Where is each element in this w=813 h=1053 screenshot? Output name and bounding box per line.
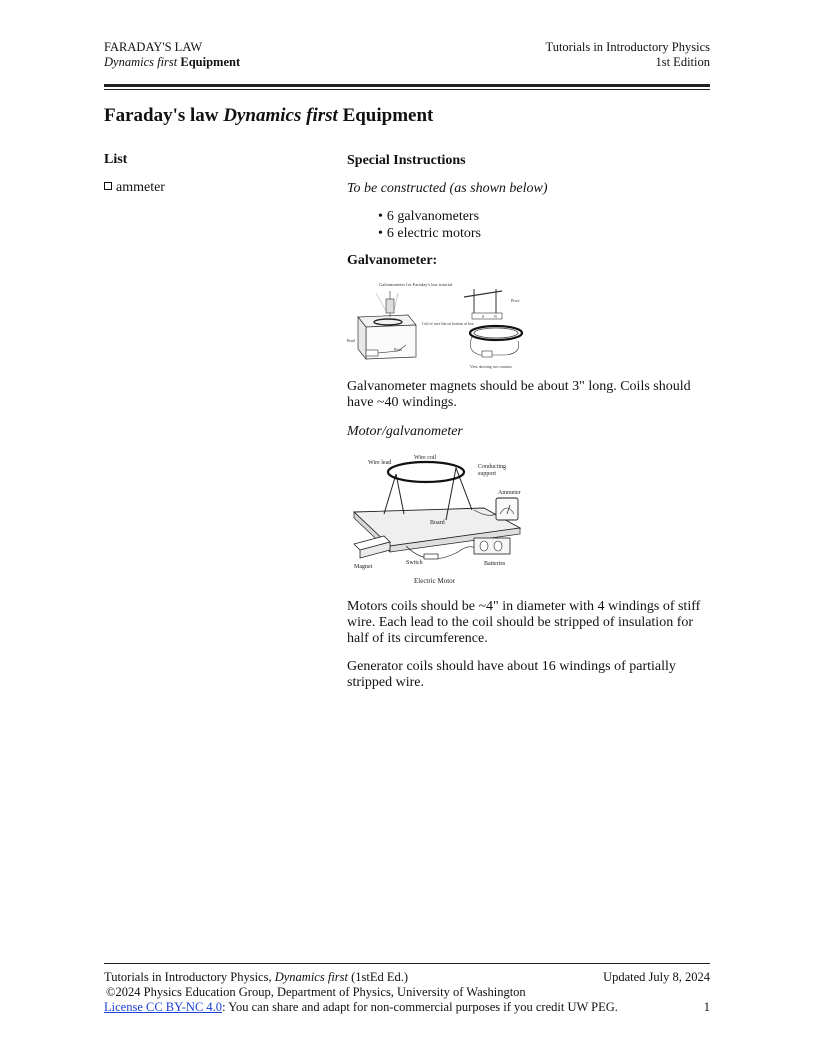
generator-text: Generator coils should have about 16 windings of partially stripped wire. bbox=[347, 659, 676, 690]
header-left bbox=[104, 40, 240, 70]
bullet-item: • 6 galvanometers bbox=[378, 209, 481, 226]
galv-ring-coil-inner bbox=[474, 328, 518, 338]
motor-label-board: Board bbox=[430, 520, 445, 526]
list-heading: List bbox=[104, 152, 128, 167]
license-link[interactable]: License CC BY-NC 4.0 bbox=[104, 1000, 223, 1014]
motor-label-switch: Switch bbox=[406, 560, 423, 566]
galv-label-view: View showing two contacts bbox=[470, 365, 512, 369]
galv-hatch bbox=[376, 293, 386, 311]
footer-license bbox=[104, 1000, 618, 1015]
header-subtitle bbox=[104, 55, 240, 70]
galv-battery bbox=[366, 350, 378, 356]
footer-updated: Updated July 8, 2024 bbox=[603, 970, 710, 984]
footer-rule bbox=[104, 963, 710, 964]
checkbox-icon bbox=[104, 182, 112, 190]
header-edition: 1st Edition bbox=[655, 55, 710, 69]
pivot-base bbox=[472, 313, 502, 319]
title-part1: Faraday's law bbox=[104, 105, 219, 126]
list-item-label: ammeter bbox=[116, 180, 165, 195]
motor-text: Motors coils should be ~4" in diameter with 4 windings of stiff wire. Each lead to the coil should be stripped of insulation for half of its circumference. bbox=[347, 599, 701, 646]
galvanometer-heading: Galvanometer: bbox=[347, 253, 438, 268]
equipment-bullets bbox=[378, 209, 481, 242]
special-intro: To be constructed (as shown below) bbox=[347, 181, 548, 196]
special-heading: Special Instructions bbox=[347, 153, 466, 168]
footer-line1 bbox=[104, 970, 408, 985]
page-title bbox=[104, 105, 433, 127]
galvanometer-text: Galvanometer magnets should be about 3" long. Coils should have ~40 windings. bbox=[347, 379, 691, 410]
motor-figure bbox=[348, 452, 530, 590]
galv-label-brad-right: Brad bbox=[394, 347, 402, 352]
header-subtitle-italic: Dynamics first bbox=[104, 55, 178, 69]
motor-heading: Motor/galvanometer bbox=[347, 424, 463, 439]
motor-battery-cell bbox=[480, 541, 488, 551]
galv-magnet bbox=[386, 299, 394, 313]
footer-edition: (1stEd Ed.) bbox=[351, 970, 409, 984]
galvanometer-figure bbox=[346, 279, 531, 371]
motor-label-support: support bbox=[478, 471, 496, 477]
motor-battery-cell bbox=[494, 541, 502, 551]
motor-label-magnet: Magnet bbox=[354, 564, 373, 570]
motor-label-ammeter: Ammeter bbox=[498, 490, 521, 496]
motor-ammeter bbox=[496, 498, 518, 520]
header-subtitle-bold: Equipment bbox=[180, 55, 241, 69]
footer-book-italic: Dynamics first bbox=[274, 970, 348, 984]
motor-label-batteries: Batteries bbox=[484, 561, 506, 567]
footer-copyright: ©2024 Physics Education Group, Department of Physics, University of Washington bbox=[106, 985, 526, 999]
motor-label-conducting: Conducting bbox=[478, 464, 506, 470]
header-chapter: FARADAY'S LAW bbox=[104, 40, 203, 54]
title-part3: Equipment bbox=[342, 105, 434, 126]
galv-ring-battery bbox=[482, 351, 492, 357]
page-number: 1 bbox=[703, 1000, 710, 1014]
header-book: Tutorials in Introductory Physics bbox=[545, 40, 710, 54]
galv-label-n: N bbox=[494, 314, 497, 319]
header-right bbox=[546, 40, 710, 70]
motor-label-wire-lead: Wire lead bbox=[368, 460, 392, 466]
galv-hatch bbox=[394, 293, 398, 311]
motor-label-wire-coil: Wire coil bbox=[414, 455, 437, 461]
motor-batteries bbox=[474, 538, 510, 554]
galv-label-coil: Coil of wire flat on bottom of box bbox=[422, 322, 474, 326]
header-rule-thin bbox=[104, 89, 710, 90]
galv-label-brad-left: Brad bbox=[347, 338, 355, 343]
header-rule bbox=[104, 84, 710, 87]
bullet-item: • 6 electric motors bbox=[378, 226, 481, 243]
motor-switch bbox=[424, 554, 438, 559]
galv-fig-caption: Galvanometer for Faraday's law tutorial bbox=[379, 282, 453, 287]
motor-coil bbox=[388, 462, 464, 482]
galv-label-s: S bbox=[482, 314, 485, 319]
title-part2: Dynamics first bbox=[223, 105, 338, 126]
list-item bbox=[104, 180, 165, 196]
license-text: : You can share and adapt for non-commercial purposes if you credit UW PEG. bbox=[222, 1000, 618, 1014]
galv-label-pivot: Pivot bbox=[511, 298, 520, 303]
footer-book: Tutorials in Introductory Physics, bbox=[104, 970, 272, 984]
motor-label-caption: Electric Motor bbox=[414, 577, 456, 585]
